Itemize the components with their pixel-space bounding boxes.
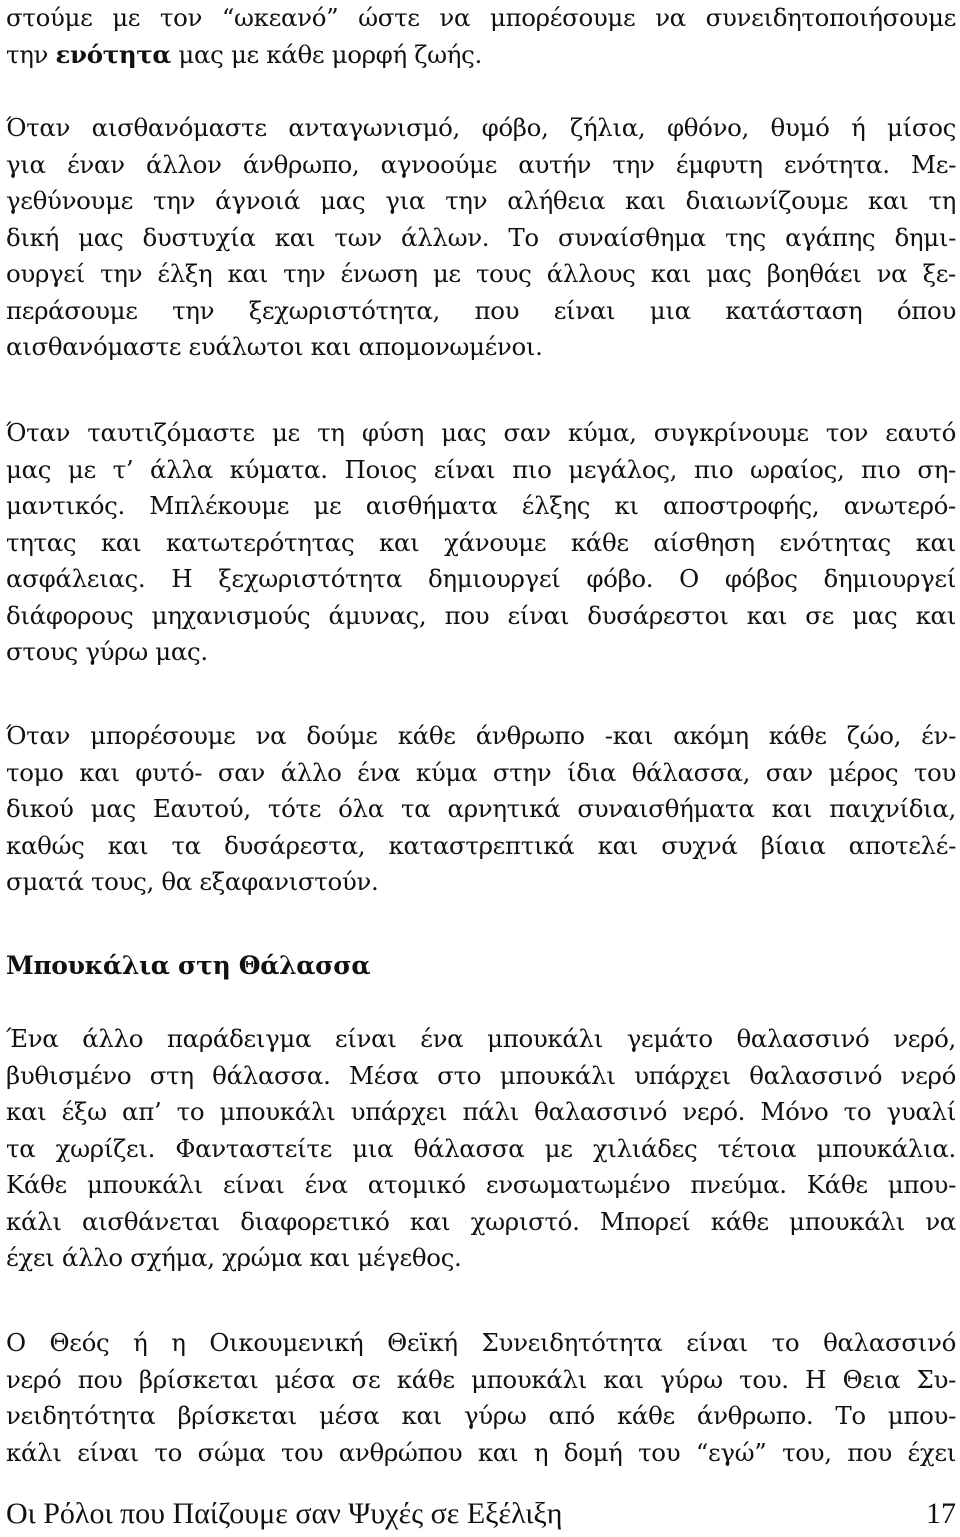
text-run: Ένα άλλο παράδειγμα είναι ένα μπουκάλι γεμάτο θαλασσινό νερό, — [6, 1024, 956, 1053]
text-line — [6, 598, 956, 635]
text-run: Όταν αισθανόμαστε ανταγωνισμό, φόβο, ζήλια, φθόνο, θυμό ή μίσος — [6, 113, 956, 142]
paragraph — [6, 1021, 956, 1277]
text-line — [6, 1398, 956, 1435]
text-run: μας με τ’ άλλα κύματα. Ποιος είναι πιο μεγάλος, πιο ωραίος, πιο ση- — [6, 454, 956, 484]
text-line — [6, 561, 956, 598]
text-line — [6, 1362, 956, 1399]
text-run: δικού μας Εαυτού, τότε όλα τα αρνητικά συναισθήματα και παιχνίδια, — [6, 794, 956, 823]
text-run: και έξω απ’ το μπουκάλι υπάρχει πάλι θαλασσινό νερό. Μόνο το γυαλί — [6, 1097, 956, 1126]
text-run: δική μας δυστυχία και των άλλων. Το συναίσθημα της αγάπης δημι- — [6, 222, 956, 252]
text-line — [6, 183, 956, 220]
page-number: 17 — [926, 1497, 956, 1530]
text-line — [6, 1131, 956, 1168]
text-run: Όταν μπορέσουμε να δούμε κάθε άνθρωπο -και ακόμη κάθε ζώο, έν- — [6, 721, 956, 750]
text-line — [6, 1021, 956, 1058]
text-line — [6, 634, 956, 671]
text-line — [6, 1058, 956, 1095]
text-line — [6, 0, 956, 37]
text-run: ασφάλειας. Η ξεχωριστότητα δημιουργεί φόβο. Ο φόβος δημιουργεί — [6, 564, 956, 593]
text-line — [6, 256, 956, 293]
text-line — [6, 37, 956, 74]
text-run: μας με κάθε μορφή ζωής. — [170, 39, 482, 69]
text-line — [6, 293, 956, 330]
paragraph — [6, 110, 956, 366]
text-line — [6, 488, 956, 525]
text-line — [6, 864, 956, 901]
text-line — [6, 828, 956, 865]
paragraph — [6, 1325, 956, 1471]
text-line — [6, 1204, 956, 1241]
text-run: καθώς και τα δυσάρεστα, καταστρεπτικά και συχνά βίαια αποτελέ- — [6, 830, 956, 860]
text-line — [6, 452, 956, 489]
text-run: διάφορους μηχανισμούς άμυνας, που είναι δυσάρεστοι και σε μας και — [6, 600, 956, 630]
text-run: κάλι αισθάνεται διαφορετικό και χωριστό. Μπορεί κάθε μπουκάλι να — [6, 1206, 956, 1236]
text-run: βυθισμένο στη θάλασσα. Μέσα στο μπουκάλι υπάρχει θαλασσινό νερό — [6, 1060, 956, 1090]
page-footer — [6, 1494, 956, 1534]
text-line — [6, 718, 956, 755]
text-line — [6, 415, 956, 452]
paragraph — [6, 718, 956, 901]
text-line — [6, 220, 956, 257]
text-run: γεθύνουμε την άγνοιά μας για την αλήθεια και διαιωνίζουμε και τη — [6, 186, 956, 215]
text-run: στους γύρω μας. — [6, 637, 208, 666]
text-run: σματά τους, θα εξαφανιστούν. — [6, 867, 379, 896]
text-run: νερό που βρίσκεται μέσα σε κάθε μπουκάλι και γύρω του. Η Θεια Συ- — [6, 1364, 956, 1394]
text-line — [6, 110, 956, 147]
text-line — [6, 1325, 956, 1362]
emphasis-text: ενότητα — [55, 39, 171, 69]
text-line — [6, 147, 956, 184]
text-run: ουργεί την έλξη και την ένωση με τους άλλους και μας βοηθάει να ξε- — [6, 259, 956, 288]
text-run: κάλι είναι το σώμα του ανθρώπου και η δομή του “εγώ” του, που έχει — [6, 1437, 956, 1467]
text-line — [6, 329, 956, 366]
text-run: στούμε με τον “ωκεανό” ώστε να μπορέσουμε να συνειδητοποιήσουμε — [6, 3, 956, 32]
paragraph — [6, 415, 956, 671]
section-heading-text: Μπουκάλια στη Θάλασσα — [6, 951, 371, 980]
text-line — [6, 1094, 956, 1131]
text-run: τητας και κατωτερότητας και χάνουμε κάθε αίσθηση ενότητας και — [6, 527, 956, 557]
text-run: Όταν ταυτιζόμαστε με τη φύση μας σαν κύμα, συγκρίνουμε τον εαυτό — [6, 418, 956, 447]
section-heading — [6, 948, 370, 985]
text-line — [6, 791, 956, 828]
text-run: τα χωρίζει. Φανταστείτε μια θάλασσα με χιλιάδες τέτοια μπουκάλια. — [6, 1133, 956, 1163]
text-run: έχει άλλο σχήμα, χρώμα και μέγεθος. — [6, 1243, 462, 1272]
text-run: Ο Θεός ή η Οικουμενική Θεϊκή Συνειδητότητα είναι το θαλασσινό — [6, 1328, 956, 1357]
book-title: Οι Ρόλοι που Παίζουμε σαν Ψυχές σε Εξέλιξη — [6, 1497, 563, 1530]
text-line — [6, 755, 956, 792]
paragraph — [6, 0, 956, 73]
text-line — [6, 525, 956, 562]
text-line — [6, 1435, 956, 1472]
text-line — [6, 1240, 956, 1277]
text-run: περάσουμε την ξεχωριστότητα, που είναι μια κατάσταση όπου — [6, 295, 956, 325]
text-run: αισθανόμαστε ευάλωτοι και απομονωμένοι. — [6, 332, 543, 361]
text-run: την — [6, 39, 56, 69]
text-run: για έναν άλλον άνθρωπο, αγνοούμε αυτήν την έμφυτη ενότητα. Με- — [6, 149, 956, 179]
text-run: μαντικός. Μπλέκουμε με αισθήματα έλξης κι αποστροφής, ανωτερό- — [6, 491, 956, 520]
text-run: Κάθε μπουκάλι είναι ένα ατομικό ενσωματωμένο πνεύμα. Κάθε μπου- — [6, 1170, 956, 1199]
text-line — [6, 1167, 956, 1204]
text-run: τομο και φυτό- σαν άλλο ένα κύμα στην ίδια θάλασσα, σαν μέρος του — [6, 757, 956, 787]
text-run: νειδητότητα βρίσκεται μέσα και γύρω από κάθε άνθρωπο. Το μπου- — [6, 1401, 956, 1430]
